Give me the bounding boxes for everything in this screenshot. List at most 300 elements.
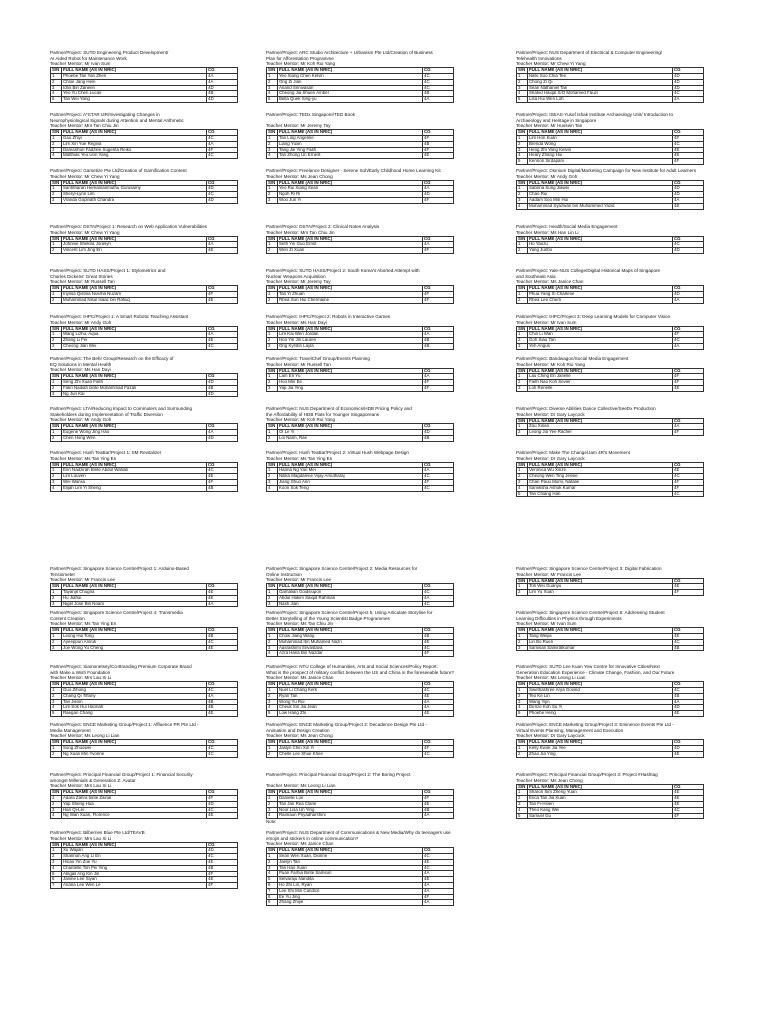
cell-name: Rhea Sun Hui Chermaine — [278, 297, 423, 303]
project-header — [50, 224, 238, 235]
cell-sn: 1 — [267, 854, 278, 860]
cell-cg: 4F — [207, 871, 238, 877]
cell-name: Lau Ching En Janelle — [528, 374, 673, 380]
cell-cg: 4D — [207, 435, 238, 441]
cell-cg: 4D — [423, 430, 454, 436]
cell-sn: 5 — [51, 871, 62, 877]
cell-sn: 6 — [267, 883, 278, 889]
column-header-sn: S/N — [267, 584, 278, 590]
cell-sn: 1 — [51, 242, 62, 248]
header-line: Partner/Project: NTU College of Humanities, Arts and Social Sciences/Policy Report: — [266, 664, 438, 669]
column-header-sn: S/N — [517, 462, 528, 468]
header-line: Partner/Project: Principal Financial Group/Project 1: Financial Security — [50, 772, 193, 777]
project-header — [516, 772, 704, 783]
cell-name: Lim Xin Yue Regina — [62, 141, 207, 147]
cell-name: Chong Zi Qi — [528, 79, 673, 85]
header-line: Partner/Project: Principal Financial Group/Project 2: The Boring Project — [266, 772, 411, 777]
header-line: Teacher Mentor: Mr Francis Lee — [50, 577, 116, 583]
cell-name: Cheong Jia Shuen Amber — [278, 91, 423, 97]
student-table — [50, 236, 238, 254]
cell-name: Lim Louven — [62, 474, 207, 480]
cell-sn: 2 — [267, 192, 278, 198]
student-table — [516, 326, 704, 350]
cell-cg: 4B — [207, 385, 238, 391]
project-header — [50, 168, 238, 179]
cell-name: Heary Zhang Hui — [528, 153, 673, 159]
project-header — [266, 722, 454, 739]
project-header — [516, 610, 704, 627]
table-row — [267, 248, 454, 254]
cell-cg: 4F — [423, 380, 454, 386]
header-line: Teacher Mentor: Ms Janice Chan — [266, 675, 334, 681]
cell-cg: 4C — [423, 74, 454, 80]
table-row — [517, 491, 704, 497]
column-header-name: FULL NAME (AS IN NRIC) — [62, 286, 207, 292]
cell-sn: 1 — [517, 74, 528, 80]
cell-name: Chloe Jang Hein — [62, 79, 207, 85]
cell-cg: 4A — [423, 883, 454, 889]
header-line: Teacher Mentor: Dr Gary Laycock — [516, 455, 585, 461]
student-table — [50, 326, 238, 350]
column-header-cg: CG — [207, 68, 238, 74]
header-line: Partner/Project: DSTA/Project 1: Research on Web Application Vulnerabilities — [50, 224, 207, 229]
cell-name: Hsiao Yin Zoe Yu — [62, 860, 207, 866]
cell-cg: 4F — [423, 746, 454, 752]
cell-sn: 4 — [517, 807, 528, 813]
cell-cg: 4E — [423, 153, 454, 159]
cell-sn: 2 — [51, 385, 62, 391]
column-header-name: FULL NAME (AS IN NRIC) — [62, 326, 207, 332]
column-header-cg: CG — [673, 68, 704, 74]
table-row — [517, 711, 704, 717]
project-block — [50, 566, 238, 607]
column-header-name: FULL NAME (AS IN NRIC) — [278, 848, 423, 854]
column-header-cg: CG — [207, 740, 238, 746]
cell-name: Sean Wen Xuan, Dionne — [278, 854, 423, 860]
project-header — [50, 566, 238, 583]
cell-cg: 4A — [423, 900, 454, 906]
header-line: Teacher Mentor: Mrs Tan Chiu Jin — [266, 229, 335, 235]
column-header-cg: CG — [207, 286, 238, 292]
project-block — [516, 406, 704, 436]
project-block — [50, 356, 238, 397]
cell-cg: 4A — [423, 97, 454, 103]
cell-cg: 4B — [207, 485, 238, 491]
cell-cg: 4E — [673, 584, 704, 590]
cell-cg: 4F — [423, 297, 454, 303]
header-line: Teacher Mentor: Mr Chew Yi Yang — [516, 61, 586, 67]
cell-cg: 4A — [207, 601, 238, 607]
header-line: Generation Education Experience - Climate Change, Fashion, and Our Future — [516, 669, 675, 675]
project-header — [516, 406, 704, 417]
project-header — [266, 356, 454, 367]
cell-name: Muhammad Ibn Muhamed Nazri — [278, 639, 423, 645]
header-line: Tensiometer — [50, 571, 76, 577]
student-table — [50, 627, 238, 651]
cell-cg: 4A — [423, 888, 454, 894]
cell-cg: 4A — [207, 79, 238, 85]
header-line: Partner/Project: Freelance Designer - Serene Soh/Early Childhood Home Learning Kit — [266, 168, 441, 173]
column-header-cg: CG — [423, 130, 454, 136]
cell-name: Abdul Hakim Saiqid Rahman — [278, 595, 423, 601]
note-label: Note: — [266, 819, 277, 825]
project-block — [266, 112, 454, 159]
column-header-name: FULL NAME (AS IN NRIC) — [278, 130, 423, 136]
cell-sn: 4 — [51, 91, 62, 97]
column-header-sn: S/N — [267, 130, 278, 136]
table-row — [517, 248, 704, 254]
cell-cg: 4C — [207, 639, 238, 645]
cell-name: Tan Chiang Han — [528, 491, 673, 497]
column-header-sn: S/N — [517, 130, 528, 136]
cell-cg: 4E — [423, 801, 454, 807]
project-header — [50, 50, 238, 67]
table-row — [51, 248, 238, 254]
cell-sn: 4 — [267, 813, 278, 819]
cell-cg: 4B — [207, 705, 238, 711]
cell-cg: 4A — [423, 595, 454, 601]
table-row — [51, 97, 238, 103]
cell-sn: 1 — [517, 746, 528, 752]
header-line: Teacher Mentor: Mr Francis Lee — [266, 577, 332, 583]
cell-name: Muhammad Nisul Isaac bin Rafiuq — [62, 297, 207, 303]
header-line: Partner/Project: ENCE Marketing Group/Project 2: Decadence Design Pte Ltd - — [266, 722, 427, 727]
column-header-sn: S/N — [51, 180, 62, 186]
cell-name: Zhang Zhijie — [278, 900, 423, 906]
header-line: Animation and Design Creation — [266, 727, 330, 733]
header-line: Teacher Mentor: Mrs Lau Xi Li — [50, 783, 112, 789]
project-header — [266, 112, 454, 129]
cell-cg: 4D — [673, 79, 704, 85]
cell-sn: 5 — [517, 97, 528, 103]
cell-sn: 1 — [51, 848, 62, 854]
column-header-cg: CG — [673, 784, 704, 790]
header-line: Partner/Project: Singapore Science Centre/Project 2: Media Resources for — [266, 566, 418, 571]
cell-cg: 4F — [673, 480, 704, 486]
cell-name: Lee Shi Min Candice — [278, 888, 423, 894]
column-header-name: FULL NAME (AS IN NRIC) — [528, 418, 673, 424]
cell-cg: 4D — [423, 192, 454, 198]
cell-cg: 4D — [207, 97, 238, 103]
table-row — [267, 900, 454, 906]
project-header — [50, 268, 238, 285]
project-block — [50, 772, 238, 819]
cell-sn: 2 — [51, 751, 62, 757]
header-line: Nuclear Weapons Acquisition — [266, 273, 326, 279]
cell-cg: 4E — [207, 474, 238, 480]
column-header-sn: S/N — [51, 236, 62, 242]
header-line: Teacher Mentor: Mr Andy Goh — [50, 417, 112, 423]
table-row — [517, 159, 704, 165]
table-row — [51, 813, 238, 819]
student-table — [266, 583, 454, 607]
project-block — [266, 406, 454, 442]
header-line: Content Creation — [50, 615, 85, 621]
cell-sn: 4 — [51, 705, 62, 711]
project-block — [516, 450, 704, 497]
cell-sn: 2 — [51, 338, 62, 344]
project-header — [266, 224, 454, 235]
column-header-sn: S/N — [517, 578, 528, 584]
cell-sn: 2 — [517, 796, 528, 802]
student-table — [516, 578, 704, 596]
cell-sn: 3 — [517, 386, 528, 392]
cell-cg: 4B — [673, 693, 704, 699]
column-header-sn: S/N — [517, 784, 528, 790]
project-header — [516, 314, 704, 325]
column-header-name: FULL NAME (AS IN NRIC) — [278, 584, 423, 590]
cell-cg: 4F — [673, 159, 704, 165]
table-row — [51, 751, 238, 757]
column-header-name: FULL NAME (AS IN NRIC) — [528, 130, 673, 136]
column-header-cg: CG — [673, 368, 704, 374]
cell-cg: 4D — [673, 192, 704, 198]
cell-name: Ong Kyrstin Layla — [278, 344, 423, 350]
project-header — [50, 356, 238, 373]
cell-sn: 4 — [517, 91, 528, 97]
cell-sn: 3 — [517, 699, 528, 705]
header-line: Teacher Mentor: Mr Koh Rui Yang — [516, 361, 586, 367]
cell-cg: 4E — [207, 338, 238, 344]
cell-sn: 2 — [517, 693, 528, 699]
header-line: Teacher Mentor: Mr Koh Rui Yang — [266, 417, 336, 423]
cell-cg: 4B — [423, 634, 454, 640]
column-header-name: FULL NAME (AS IN NRIC) — [278, 462, 423, 468]
cell-cg: 4C — [423, 854, 454, 860]
cell-name: Chang Qi Tiffany — [62, 693, 207, 699]
project-header — [50, 830, 238, 841]
column-header-cg: CG — [673, 180, 704, 186]
header-line: Teacher Mentor: Ms Jean Chong — [266, 733, 333, 739]
cell-name: Heng Zhi Yang Kelvin — [528, 147, 673, 153]
column-header-name: FULL NAME (AS IN NRIC) — [528, 286, 673, 292]
cell-sn: 3 — [51, 391, 62, 397]
cell-name: Sanhtharan Hemamarimuthu Gurusamy — [62, 186, 207, 192]
cell-name: Liang Yuxin — [278, 141, 423, 147]
cell-name: Nash Jian — [278, 601, 423, 607]
project-block — [516, 722, 704, 758]
column-header-name: FULL NAME (AS IN NRIC) — [62, 236, 207, 242]
cell-sn: 4 — [267, 485, 278, 491]
cell-cg: 4A — [207, 332, 238, 338]
cell-cg: 4F — [423, 796, 454, 802]
cell-cg: 4C — [207, 688, 238, 694]
column-header-sn: S/N — [267, 424, 278, 430]
project-block — [516, 112, 704, 165]
cell-sn: 3 — [267, 386, 278, 392]
cell-cg: 4C — [423, 645, 454, 651]
column-header-sn: S/N — [267, 68, 278, 74]
cell-name: Brenda Wong — [528, 141, 673, 147]
cell-sn: 2 — [267, 859, 278, 865]
header-line: Partner/Project: Singapore Science Centre/Project 1: Arduino-Based — [50, 566, 189, 571]
cell-cg: 4A — [207, 430, 238, 436]
project-header — [516, 268, 704, 285]
cell-cg: 4A — [423, 705, 454, 711]
project-block — [50, 112, 238, 159]
header-line: Partner/Project: Singapore Science Centre/Project 6: Addressing Student — [516, 610, 665, 615]
project-header — [50, 722, 238, 739]
cell-name: Idris Bin Zaneen — [62, 85, 207, 91]
cell-sn: 1 — [517, 468, 528, 474]
student-table — [266, 67, 454, 103]
cell-sn: 4 — [267, 153, 278, 159]
table-row — [267, 813, 454, 819]
cell-sn: 3 — [51, 601, 62, 607]
cell-sn: 1 — [267, 374, 278, 380]
cell-sn: 3 — [517, 198, 528, 204]
column-header-cg: CG — [673, 628, 704, 634]
cell-sn: 1 — [267, 468, 278, 474]
header-line: Teacher Mentor: Ms Leong Li Lian — [516, 675, 586, 681]
cell-sn: 2 — [267, 338, 278, 344]
cell-name: Tan Jan Rea Clarie — [278, 801, 423, 807]
table-row — [51, 198, 238, 204]
cell-cg: 4B — [673, 645, 704, 651]
project-block — [516, 314, 704, 350]
cell-cg: 4F — [673, 485, 704, 491]
cell-sn: 3 — [51, 85, 62, 91]
cell-name: Yeh Angus — [528, 344, 673, 350]
column-header-name: FULL NAME (AS IN NRIC) — [528, 236, 673, 242]
cell-name: Adara Zahra binte Zainal — [62, 796, 207, 802]
project-header — [50, 450, 238, 461]
cell-cg: 4E — [207, 590, 238, 596]
cell-sn: 1 — [517, 584, 528, 590]
cell-cg: 4A — [207, 141, 238, 147]
cell-sn: 5 — [267, 711, 278, 717]
column-header-cg: CG — [207, 682, 238, 688]
cell-name: Zhao Jia Ying — [528, 751, 673, 757]
cell-sn: 2 — [267, 474, 278, 480]
table-row — [267, 344, 454, 350]
cell-name: Woo Jun Yi — [278, 198, 423, 204]
column-header-name: FULL NAME (AS IN NRIC) — [528, 68, 673, 74]
cell-sn: 7 — [267, 888, 278, 894]
cell-sn: 1 — [517, 186, 528, 192]
table-row — [267, 711, 454, 717]
column-header-name: FULL NAME (AS IN NRIC) — [528, 368, 673, 374]
column-header-cg: CG — [673, 286, 704, 292]
project-block — [50, 450, 238, 492]
cell-cg: 4C — [423, 85, 454, 91]
cell-name: Tan Ling Angeline — [278, 136, 423, 142]
cell-name: Tan Fi-Hsien — [528, 802, 673, 808]
cell-name: Cheong Wen Ting Jessie — [528, 474, 673, 480]
project-block — [50, 664, 238, 717]
column-header-sn: S/N — [267, 326, 278, 332]
cell-sn: 2 — [267, 595, 278, 601]
cell-sn: 4 — [267, 705, 278, 711]
column-header-cg: CG — [423, 424, 454, 430]
cell-name: Tayanjit Chugna — [62, 590, 207, 596]
table-row — [517, 297, 704, 303]
column-header-name: FULL NAME (AS IN NRIC) — [278, 68, 423, 74]
student-table — [266, 739, 454, 757]
cell-cg: 4D — [673, 186, 704, 192]
cell-name: Jaslyn Chin Xin Yi — [278, 746, 423, 752]
cell-name: Sabrina Sung Jiawei — [528, 186, 673, 192]
cell-cg: 4A — [207, 242, 238, 248]
cell-name: Gamalian Goidsiupon — [278, 590, 423, 596]
header-line: Telehealth Innovations — [516, 55, 562, 61]
table-row — [51, 435, 238, 441]
cell-cg: 4A — [673, 424, 704, 430]
cell-name: Ngoh Ri Ri — [278, 192, 423, 198]
cell-cg: 4E — [207, 711, 238, 717]
project-header — [50, 112, 238, 129]
cell-name: Phoebe Tan Yan Zhen — [62, 74, 207, 80]
student-table — [516, 285, 704, 303]
cell-name: Muhammad Syazwan bin Muhammed Yazid — [528, 203, 673, 209]
header-line: Media Management — [50, 727, 91, 733]
cell-name: Denze Koh Su Yi — [528, 705, 673, 711]
project-header — [50, 406, 238, 423]
cell-name: Yeo Xiang Chen Kelvin — [278, 74, 423, 80]
cell-name: Teo Ke Lin — [528, 693, 673, 699]
cell-name: Yeo Yu Chen Lucas — [62, 91, 207, 97]
student-table — [50, 789, 238, 819]
column-header-cg: CG — [207, 180, 238, 186]
cell-sn: 2 — [517, 474, 528, 480]
column-header-cg: CG — [207, 424, 238, 430]
cell-sn: 2 — [517, 141, 528, 147]
header-line: Archaeology and Heritage in Singapore — [516, 117, 597, 123]
header-line: Teacher Mentor: Mr Ivan Sum — [516, 319, 577, 325]
column-header-sn: S/N — [517, 286, 528, 292]
project-block — [266, 356, 454, 392]
column-header-name: FULL NAME (AS IN NRIC) — [278, 628, 423, 634]
cell-cg: 4D — [207, 85, 238, 91]
column-header-name: FULL NAME (AS IN NRIC) — [62, 180, 207, 186]
cell-name: Cheong Jian Wei — [62, 344, 207, 350]
column-header-name: FULL NAME (AS IN NRIC) — [62, 68, 207, 74]
column-header-sn: S/N — [51, 842, 62, 848]
cell-sn: 2 — [267, 639, 278, 645]
column-header-name: FULL NAME (AS IN NRIC) — [62, 462, 207, 468]
cell-sn: 4 — [267, 651, 278, 657]
cell-cg: 4D — [207, 380, 238, 386]
column-header-sn: S/N — [267, 790, 278, 796]
project-block — [516, 772, 704, 819]
cell-sn: 3 — [267, 865, 278, 871]
cell-sn: 1 — [51, 430, 62, 436]
column-header-cg: CG — [423, 628, 454, 634]
student-table — [50, 373, 238, 397]
cell-name: Janine Lee Siyan — [62, 877, 207, 883]
cell-sn: 2 — [517, 79, 528, 85]
cell-sn: 1 — [517, 688, 528, 694]
column-header-name: FULL NAME (AS IN NRIC) — [528, 462, 673, 468]
cell-cg: 4C — [673, 242, 704, 248]
cell-name: Shannon Ang Li En — [62, 854, 207, 860]
cell-sn: 1 — [517, 242, 528, 248]
cell-sn: 2 — [517, 380, 528, 386]
cell-sn: 3 — [517, 85, 528, 91]
header-line: Learning Difficulties in Physics through Experiments — [516, 615, 622, 621]
cell-cg: 4F — [423, 292, 454, 298]
cell-cg: 4D — [207, 198, 238, 204]
column-header-sn: S/N — [267, 368, 278, 374]
cell-name: Inyssa Qistina Nusrha Nuzam — [62, 292, 207, 298]
cell-cg: 4D — [673, 85, 704, 91]
cell-cg: 4C — [207, 746, 238, 752]
header-line: Teacher Mentor: Ms Leong Li Lian — [50, 733, 120, 739]
column-header-cg: CG — [423, 848, 454, 854]
cell-name: Yeo Rui Xiang Sean — [278, 186, 423, 192]
cell-cg: 4A — [423, 871, 454, 877]
cell-name: Hoo Min Ee — [278, 380, 423, 386]
